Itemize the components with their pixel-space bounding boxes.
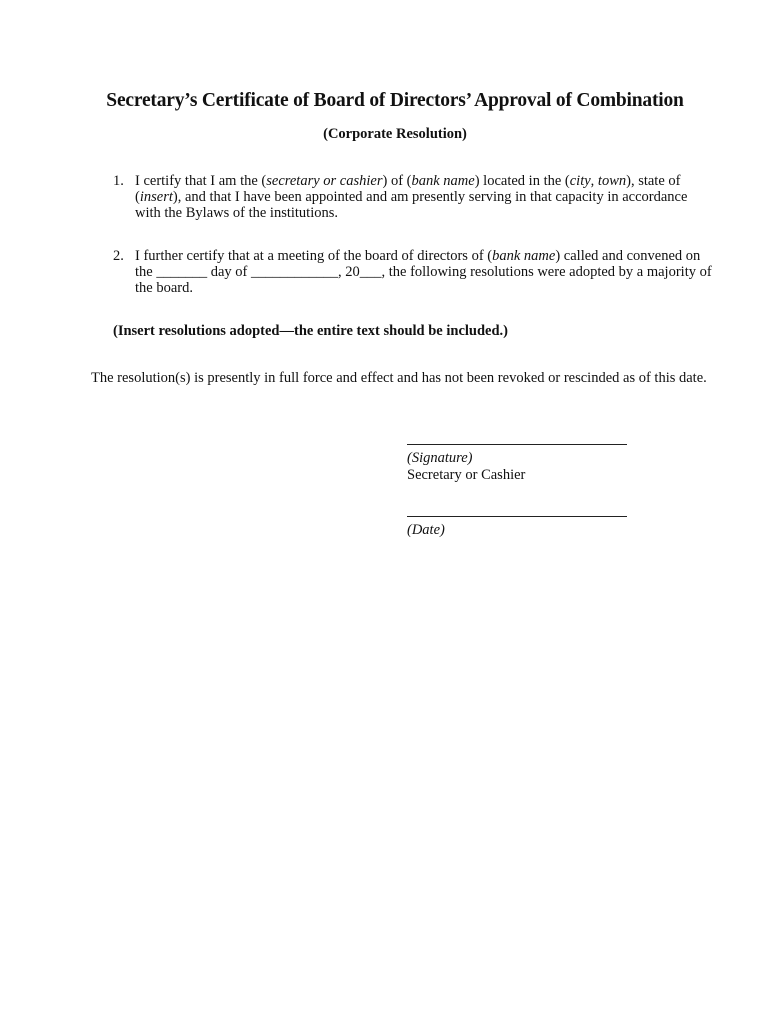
text-run: ), state of ( [135, 173, 681, 205]
signature-label: (Signature) [407, 450, 473, 466]
date-block [407, 516, 629, 539]
date-line [407, 516, 627, 517]
text-run: ) located in the ( [474, 173, 570, 189]
italic-text-run: bank name [492, 248, 556, 264]
italic-text-run: city [569, 173, 591, 189]
signature-line [407, 444, 627, 445]
certification-item-2 [113, 248, 713, 296]
closing-statement: The resolution(s) is presently in full force and effect and has not been revoked or rescinded as of this date. [91, 370, 707, 386]
text-run: , [590, 173, 598, 189]
text-run: ), and that I have been appointed and am presently serving in that capacity in accordance with the Bylaws of the institutions. [135, 189, 688, 221]
text-run: I further certify that at a meeting of the board of directors of ( [135, 248, 493, 264]
certification-item-1 [113, 173, 713, 221]
text-run: ) called and convened on the _______ day of ____________, 20___, the following resolutions were adopted by a majority of the board. [135, 248, 712, 296]
italic-text-run: bank name [411, 173, 475, 189]
signature-block [407, 444, 629, 484]
item-text [135, 248, 713, 296]
item-text [135, 173, 713, 221]
italic-text-run: secretary or cashier [266, 173, 383, 189]
document-title: Secretary’s Certificate of Board of Directors’ Approval of Combination [106, 90, 684, 111]
italic-text-run: insert [139, 189, 173, 205]
italic-text-run: town [597, 173, 627, 189]
item-number: 1. [113, 173, 124, 189]
date-label: (Date) [407, 522, 445, 538]
item-number: 2. [113, 248, 124, 264]
text-run: I certify that I am the ( [135, 173, 267, 189]
signature-role: Secretary or Cashier [407, 467, 526, 483]
document-subtitle: (Corporate Resolution) [323, 126, 467, 142]
text-run: ) of ( [382, 173, 412, 189]
insert-resolutions-note: (Insert resolutions adopted—the entire text should be included.) [113, 323, 509, 339]
